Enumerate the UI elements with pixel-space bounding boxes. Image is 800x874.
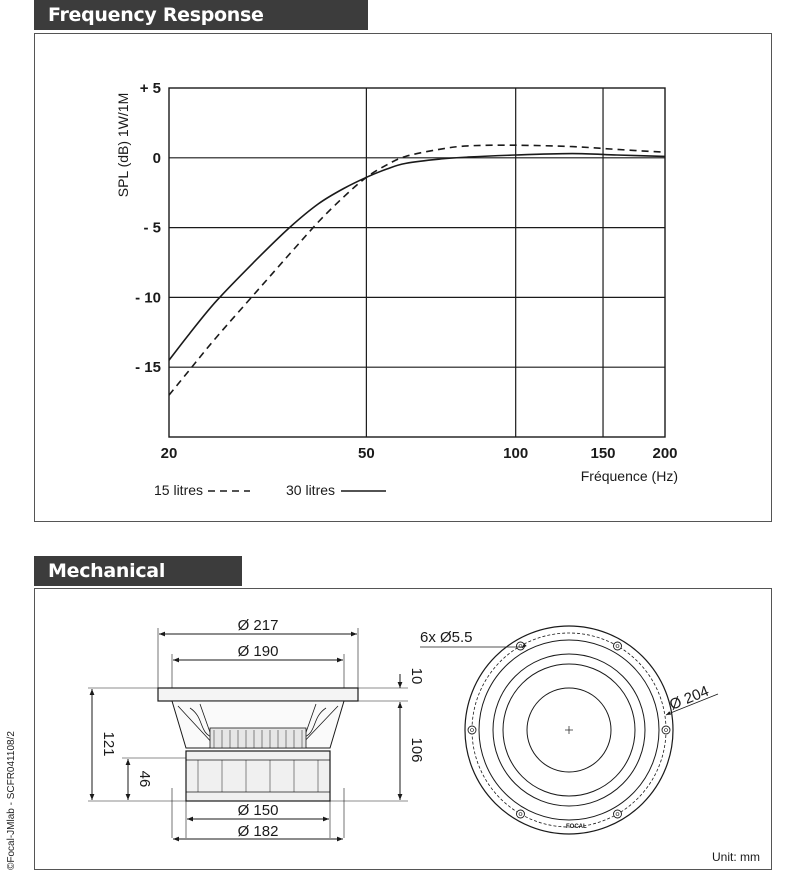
x-tick-label: 150 — [590, 445, 616, 462]
mechanical-drawing-title-text: Mechanical — [48, 560, 166, 582]
chart-ticks — [135, 80, 677, 462]
dim-height-10: 10 — [408, 667, 425, 685]
x-tick-label: 50 — [358, 445, 375, 462]
y-tick-label: - 5 — [143, 219, 161, 237]
y-tick-label: + 5 — [139, 80, 161, 97]
dim-height-121: 121 — [100, 731, 117, 757]
mounting-hole — [517, 810, 525, 818]
y-tick-label: - 15 — [135, 359, 161, 377]
dim-diameter-190: Ø 190 — [237, 643, 279, 660]
plot-area — [169, 88, 665, 437]
chart-series — [169, 145, 665, 395]
y-axis-label: SPL (dB) 1W/1M — [115, 92, 131, 198]
dim-height-46: 46 — [136, 770, 153, 788]
dim-diameter-204: Ø 204 — [667, 682, 712, 714]
unit-label: Unit: mm — [712, 850, 760, 864]
front-view — [420, 626, 718, 834]
dim-height-106: 106 — [408, 737, 425, 763]
y-tick-label: 0 — [152, 149, 161, 167]
legend-30-litres-label: 30 litres — [286, 482, 336, 498]
chart-grid — [169, 88, 665, 437]
legend-15-litres-label: 15 litres — [154, 482, 204, 498]
mounting-hole — [517, 642, 525, 650]
series-line-30-litres — [169, 154, 665, 361]
dim-diameter-217: Ø 217 — [237, 617, 279, 634]
dim-diameter-182: Ø 182 — [237, 823, 279, 840]
mechanical-drawing-title — [34, 556, 242, 586]
series-line-15-litres — [169, 145, 665, 395]
y-tick-label: - 10 — [135, 289, 161, 307]
x-axis-label: Fréquence (Hz) — [580, 468, 678, 484]
mounting-hole — [614, 642, 622, 650]
mechanical-drawing — [0, 588, 800, 870]
focal-logo: FOCAL — [566, 824, 587, 830]
x-tick-label: 20 — [160, 445, 178, 462]
dim-mounting-holes: 6x Ø5.5 — [420, 629, 473, 646]
copyright-text: ©Focal-JMlab - SCFR041108/2 — [6, 731, 17, 870]
x-tick-label: 100 — [503, 445, 529, 462]
mounting-hole — [662, 726, 670, 734]
mounting-hole — [468, 726, 476, 734]
x-tick-label: 200 — [652, 445, 678, 462]
dim-diameter-150: Ø 150 — [237, 802, 279, 819]
mounting-hole — [614, 810, 622, 818]
frequency-response-title-text: Frequency Response — [48, 4, 264, 26]
